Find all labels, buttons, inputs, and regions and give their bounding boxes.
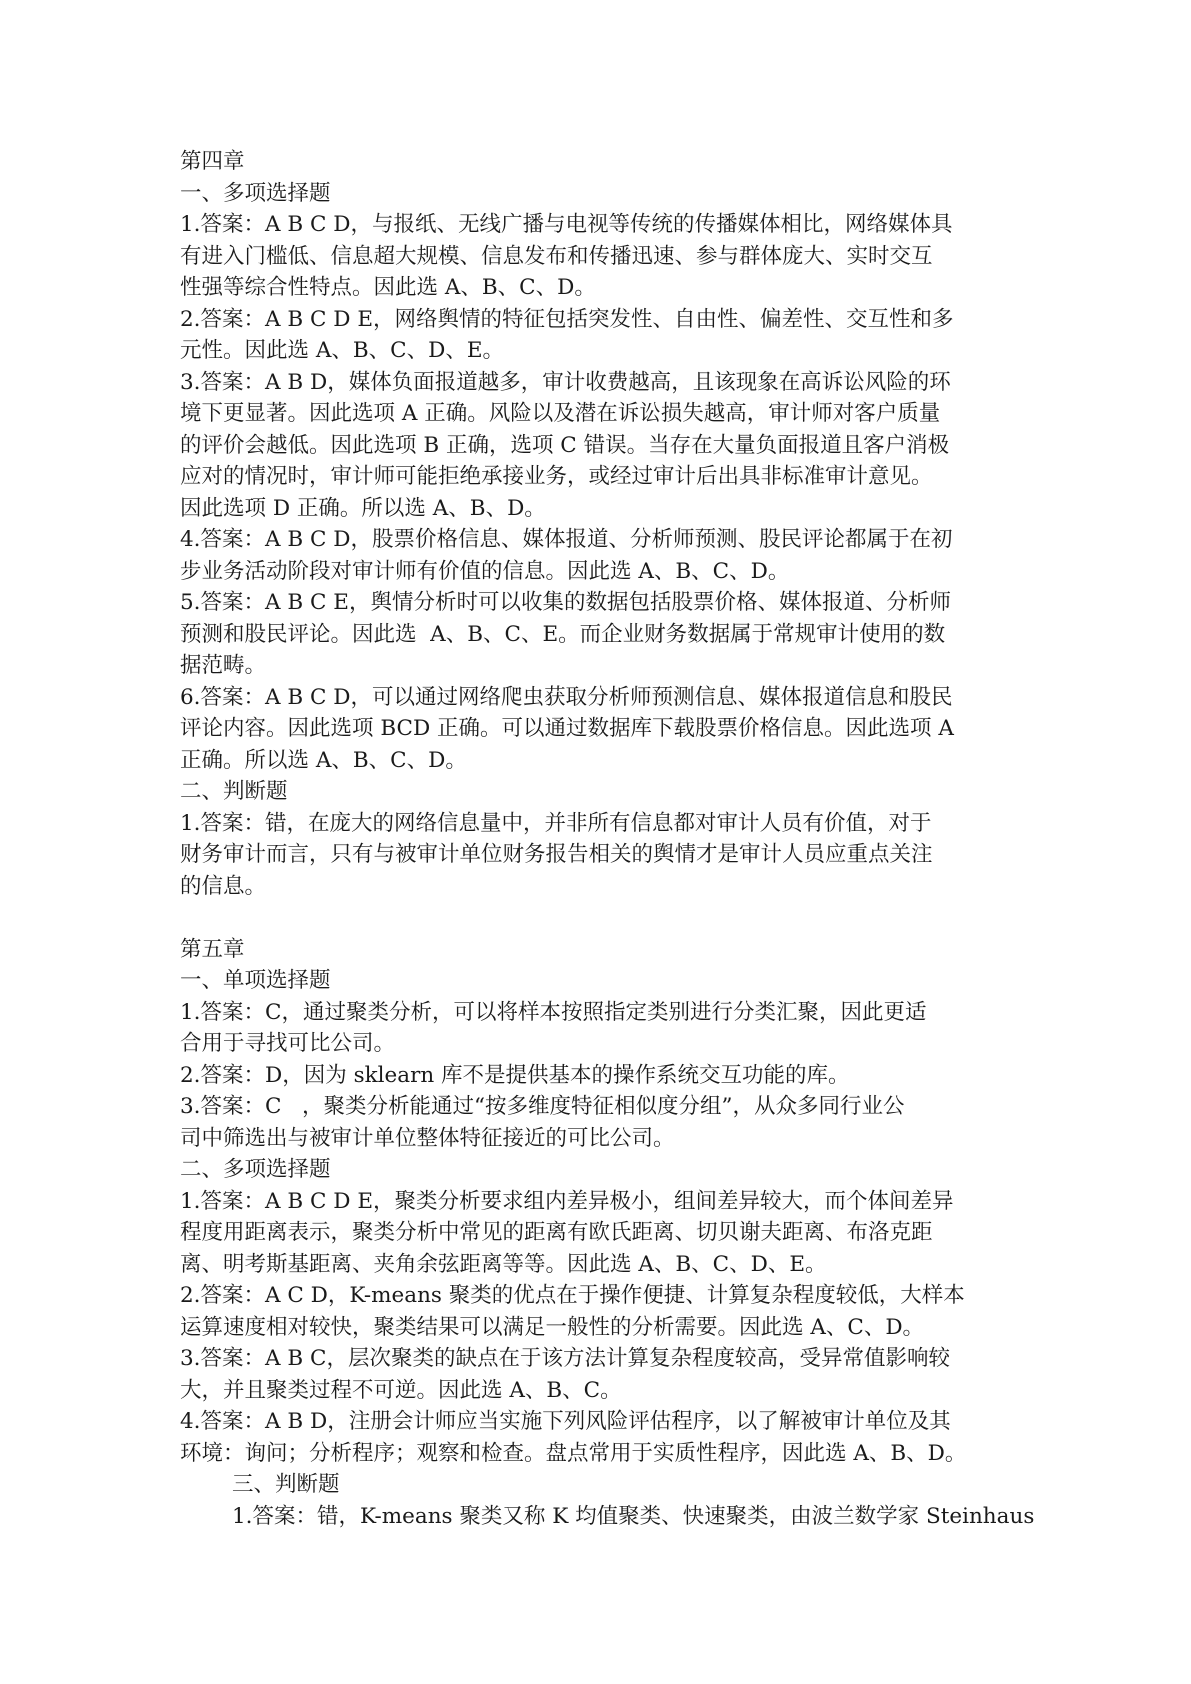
answer-line: 1.答案：A B C D，与报纸、无线广播与电视等传统的传播媒体相比，网络媒体具	[180, 212, 953, 237]
answer-line: 4.答案：A B C D，股票价格信息、媒体报道、分析师预测、股民评论都属于在初	[180, 527, 953, 552]
answer-line: 财务审计而言，只有与被审计单位财务报告相关的舆情才是审计人员应重点关注	[180, 842, 933, 867]
chapter5-multi-2	[180, 1280, 1016, 1343]
answer-line: 3.答案：A B C，层次聚类的缺点在于该方法计算复杂程度较高，受异常值影响较	[180, 1346, 950, 1371]
chapter5-multi-3	[180, 1343, 1016, 1406]
answer-line: 2.答案：D，因为 sklearn 库不是提供基本的操作系统交互功能的库。	[180, 1062, 850, 1088]
chapter4-answer-6	[180, 682, 1016, 777]
answer-line: 境下更显著。因此选项 A 正确。风险以及潜在诉讼损失越高，审计师对客户质量	[180, 401, 941, 426]
answer-line: 2.答案：A B C D E，网络舆情的特征包括突发性、自由性、偏差性、交互性和多	[180, 306, 954, 332]
answer-line: 正确。所以选 A、B、C、D。	[180, 747, 467, 773]
chapter5-single-2	[180, 1060, 1016, 1092]
chapter5-single-1	[180, 997, 1016, 1060]
answer-line: 5.答案：A B C E，舆情分析时可以收集的数据包括股票价格、媒体报道、分析师	[180, 590, 951, 615]
answer-line: 的评价会越低。因此选项 B 正确，选项 C 错误。当存在大量负面报道且客户消极	[180, 432, 950, 458]
chapter4-section-judgment: 二、判断题	[180, 779, 288, 804]
answer-line: 6.答案：A B C D，可以通过网络爬虫获取分析师预测信息、媒体报道信息和股民	[180, 684, 953, 710]
chapter5-multi-4	[180, 1406, 1016, 1469]
chapter4-answer-2	[180, 304, 1016, 367]
answer-line: 大，并且聚类过程不可逆。因此选 A、B、C。	[180, 1377, 622, 1403]
answer-line: 合用于寻找可比公司。	[180, 1031, 396, 1056]
chapter4-judgment-1	[180, 808, 1016, 903]
chapter4-section-multiple-choice: 一、多项选择题	[180, 180, 331, 206]
chapter5-judgment-1: 1.答案：错，K-means 聚类又称 K 均值聚类、快速聚类，由波兰数学家 Steinhaus	[232, 1503, 1035, 1529]
chapter5-section-multiple-choice: 二、多项选择题	[180, 1157, 331, 1182]
chapter4-title: 第四章	[180, 149, 245, 174]
document-page	[180, 146, 1035, 1532]
answer-line: 步业务活动阶段对审计师有价值的信息。因此选 A、B、C、D。	[180, 558, 790, 584]
answer-line: 据范畴。	[180, 653, 267, 678]
chapter5-section-judgment: 三、判断题	[232, 1472, 340, 1497]
answer-line: 性强等综合性特点。因此选 A、B、C、D。	[180, 275, 596, 300]
answer-line: 环境：询问；分析程序；观察和检查。盘点常用于实质性程序，因此选 A、B、D。	[180, 1440, 967, 1466]
answer-line: 1.答案：C，通过聚类分析，可以将样本按照指定类别进行分类汇聚，因此更适	[180, 999, 927, 1025]
chapter5-multi-1	[180, 1186, 1016, 1281]
answer-line: 2.答案：A C D，K-means 聚类的优点在于操作便捷、计算复杂程度较低，大样本	[180, 1283, 965, 1308]
chapter4-answer-5	[180, 587, 1016, 682]
answer-line: 元性。因此选 A、B、C、D、E。	[180, 338, 505, 363]
answer-line: 3.答案：C ，聚类分析能通过“按多维度特征相似度分组”，从众多同行业公	[180, 1094, 905, 1119]
chapter4-answer-1	[180, 209, 1016, 304]
answer-line: 程度用距离表示，聚类分析中常见的距离有欧氏距离、切贝谢夫距离、布洛克距	[180, 1220, 933, 1245]
answer-line: 的信息。	[180, 873, 267, 899]
chapter4-answer-3	[180, 367, 1016, 525]
answer-line: 司中筛选出与被审计单位整体特征接近的可比公司。	[180, 1125, 675, 1151]
answer-line: 3.答案：A B D，媒体负面报道越多，审计收费越高，且该现象在高诉讼风险的环	[180, 369, 951, 395]
answer-line: 4.答案：A B D，注册会计师应当实施下列风险评估程序，以了解被审计单位及其	[180, 1409, 951, 1434]
answer-line: 1.答案：错，在庞大的网络信息量中，并非所有信息都对审计人员有价值，对于	[180, 810, 932, 836]
answer-line: 因此选项 D 正确。所以选 A、B、D。	[180, 495, 546, 521]
answer-line: 有进入门槛低、信息超大规模、信息发布和传播迅速、参与群体庞大、实时交互	[180, 243, 933, 269]
answer-line: 预测和股民评论。因此选 A、B、C、E。而企业财务数据属于常规审计使用的数	[180, 621, 946, 647]
chapter5-single-3	[180, 1091, 1016, 1154]
answer-line: 离、明考斯基距离、夹角余弦距离等等。因此选 A、B、C、D、E。	[180, 1251, 827, 1277]
chapter4-answer-4	[180, 524, 1016, 587]
answer-line: 运算速度相对较快，聚类结果可以满足一般性的分析需要。因此选 A、C、D。	[180, 1314, 925, 1340]
chapter5-title: 第五章	[180, 936, 245, 962]
answer-line: 应对的情况时，审计师可能拒绝承接业务，或经过审计后出具非标准审计意见。	[180, 464, 933, 489]
answer-line: 1.答案：A B C D E，聚类分析要求组内差异极小，组间差异较大，而个体间差异	[180, 1188, 954, 1214]
chapter-gap	[180, 902, 1016, 934]
chapter5-section-single-choice: 一、单项选择题	[180, 968, 331, 993]
answer-line: 评论内容。因此选项 BCD 正确。可以通过数据库下载股票价格信息。因此选项 A	[180, 716, 954, 741]
